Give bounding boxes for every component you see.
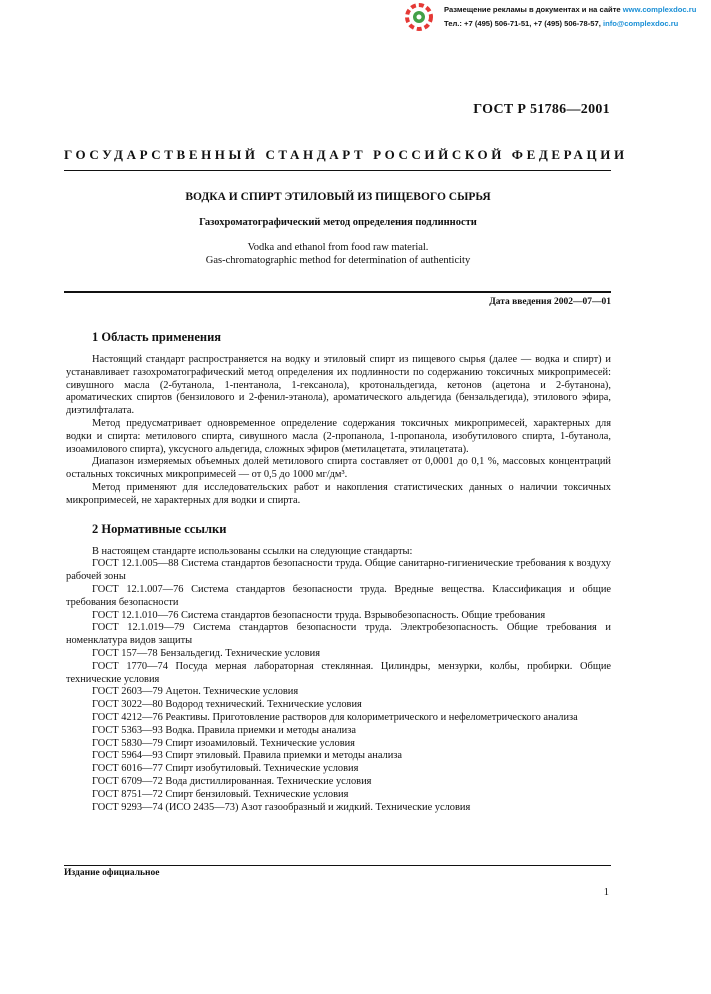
advert-text-2: Тел.: +7 (495) 506-71-51, +7 (495) 506-78-57, xyxy=(444,19,603,28)
document-body xyxy=(66,330,611,814)
reference-item: ГОСТ 5363—93 Водка. Правила приемки и методы анализа xyxy=(92,724,356,736)
standard-title: ГОСУДАРСТВЕННЫЙ СТАНДАРТ РОССИЙСКОЙ ФЕДЕРАЦИИ xyxy=(64,147,628,162)
page-number: 1 xyxy=(603,887,609,898)
subtitle: Газохроматографический метод определения подлинности xyxy=(199,217,477,228)
advert-text-1: Размещение рекламы в документах и на сайте xyxy=(444,5,623,14)
divider-top xyxy=(64,170,611,171)
reference-item: ГОСТ 5964—93 Спирт этиловый. Правила приемки и методы анализа xyxy=(92,750,402,762)
scope-paragraph: Диапазон измеряемых объемных долей метилового спирта составляет от 0,0001 до 0,1 %, массовых концентраций остальных токсичных микропримесей — от 0,5 до 1000 мг/дм³. xyxy=(66,456,611,481)
section-1-heading: 1 Область применения xyxy=(92,330,222,344)
reference-item: ГОСТ 12.1.007—76 Система стандартов безопасности труда. Вредные вещества. Классификация и общие требования безопасности xyxy=(66,583,611,608)
reference-item: ГОСТ 12.1.010—76 Система стандартов безопасности труда. Взрывобезопасность. Общие требования xyxy=(92,609,546,621)
site-link[interactable]: www.complexdoc.ru xyxy=(622,5,697,14)
reference-item: ГОСТ 157—78 Бензальдегид. Технические условия xyxy=(92,647,320,659)
reference-item: ГОСТ 6016—77 Спирт изобутиловый. Технические условия xyxy=(92,763,359,775)
official-edition-label: Издание официальное xyxy=(64,868,160,878)
email-link[interactable]: info@complexdoc.ru xyxy=(602,19,679,28)
section-references xyxy=(66,522,611,815)
reference-item: ГОСТ 6709—72 Вода дистиллированная. Технические условия xyxy=(92,775,372,787)
reference-item: ГОСТ 9293—74 (ИСО 2435—73) Азот газообразный и жидкий. Технические условия xyxy=(92,801,471,813)
advert-banner xyxy=(404,2,704,32)
divider-bottom xyxy=(64,865,611,866)
references-intro: В настоящем стандарте использованы ссылки на следующие стандарты: xyxy=(92,545,413,557)
reference-item: ГОСТ 1770—74 Посуда мерная лабораторная стеклянная. Цилиндры, мензурки, колбы, пробирки. Общие технические условия xyxy=(66,660,611,685)
english-title xyxy=(64,241,612,267)
document-code: ГОСТ Р 51786—2001 xyxy=(473,102,610,117)
scope-paragraph: Метод предусматривает одновременное определение содержания токсичных микропримесей, характерных для водки и спирта: метилового спирта, сивушного масла (2-пропанола, 1-пропанола, изобутилового спирта, 1-бутанола, изоамилового спирта), уксусного альдегида, сложных эфиров (метилацетата, этилацетата). xyxy=(66,417,611,455)
complexdoc-logo-icon xyxy=(404,2,434,32)
english-title-line-1: Vodka and ethanol from food raw material. xyxy=(247,242,429,253)
reference-item: ГОСТ 2603—79 Ацетон. Технические условия xyxy=(92,686,299,698)
main-title: ВОДКА И СПИРТ ЭТИЛОВЫЙ ИЗ ПИЩЕВОГО СЫРЬЯ xyxy=(185,191,491,203)
references-list xyxy=(66,558,611,814)
advert-line-2 xyxy=(444,19,678,28)
reference-item: ГОСТ 12.1.019—79 Система стандартов безопасности труда. Электробезопасность. Общие требования и номенклатура видов защиты xyxy=(66,622,611,647)
reference-item: ГОСТ 12.1.005—88 Система стандартов безопасности труда. Общие санитарно-гигиенические требования к воздуху рабочей зоны xyxy=(66,558,611,583)
divider-thick xyxy=(64,291,611,293)
reference-item: ГОСТ 3022—80 Водород технический. Технические условия xyxy=(92,699,362,711)
section-2-heading: 2 Нормативные ссылки xyxy=(92,521,227,536)
scope-paragraph: Метод применяют для исследовательских работ и накопления статистических данных о наличии токсичных микропримесей, не характерных для водки и спирта. xyxy=(66,481,611,506)
reference-item: ГОСТ 5830—79 Спирт изоамиловый. Технические условия xyxy=(92,737,355,749)
reference-item: ГОСТ 4212—76 Реактивы. Приготовление растворов для колориметрического и нефелометрического анализа xyxy=(92,711,578,723)
reference-item: ГОСТ 8751—72 Спирт бензиловый. Технические условия xyxy=(92,788,349,800)
introduction-date: Дата введения 2002—07—01 xyxy=(489,297,611,307)
english-title-line-2: Gas-chromatographic method for determination of authenticity xyxy=(205,255,471,266)
scope-paragraph: Настоящий стандарт распространяется на водку и этиловый спирт из пищевого сырья (далее — водка и спирт) и устанавливает газохроматографический метод определения их подлинности по содержанию токсичных микропримесей: сивушного масла (2-бутанола, 1-пентанола, 1-гексанола), кротональдегида, кетонов (ацетона и 2-бутанона), ароматических спиртов (бензилового и 2-фенил-этанола), ароматического альдегида (бензальдегида), этилового эфира, диэтилфталата. xyxy=(66,354,611,417)
advert-line-1 xyxy=(444,5,696,14)
section-scope xyxy=(66,330,611,508)
